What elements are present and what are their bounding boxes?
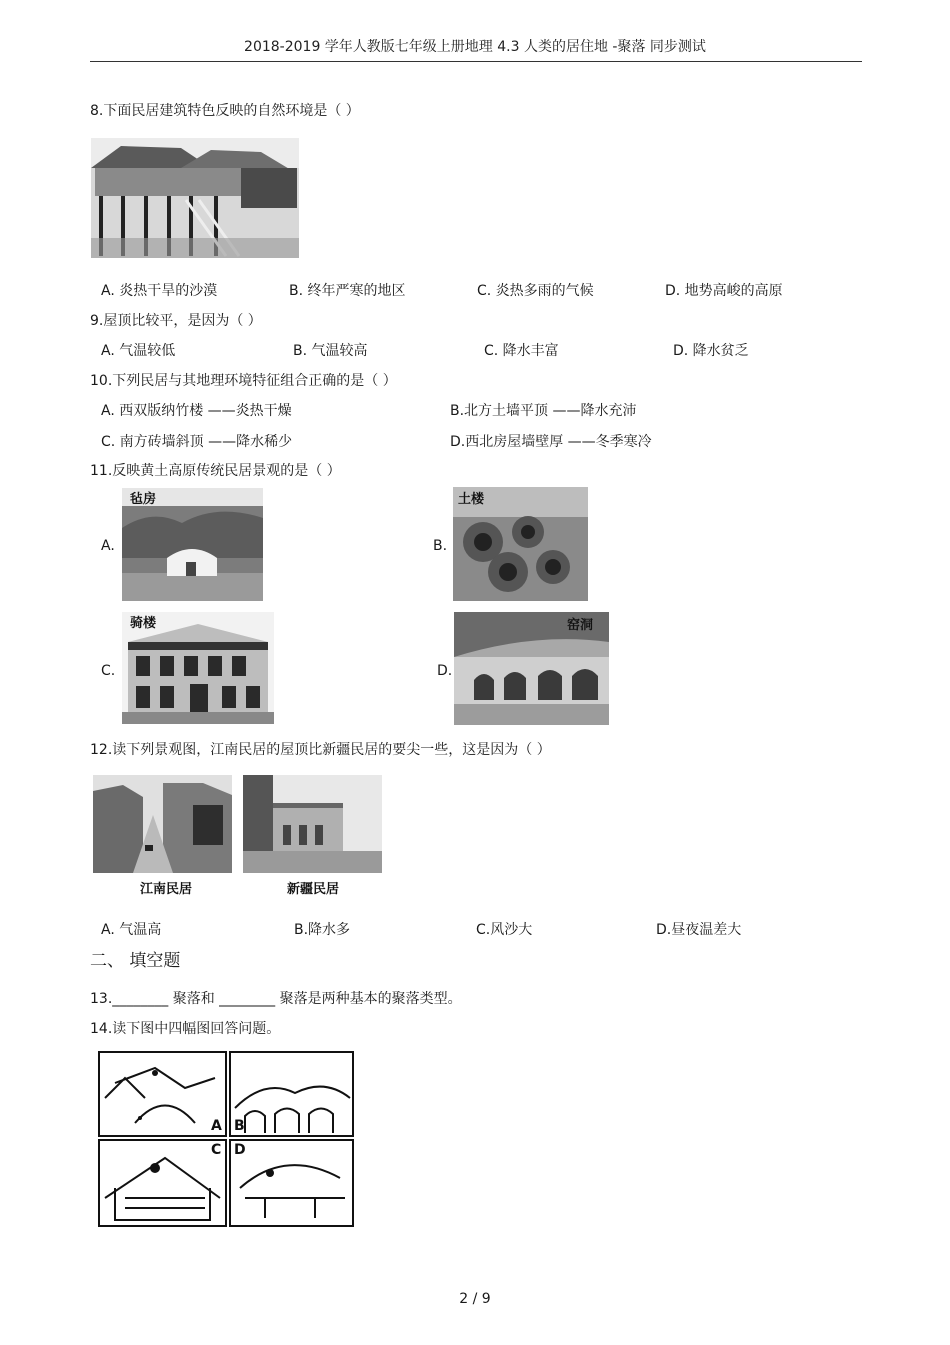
q10-option-a[interactable]: A. 西双版纳竹楼 ——炎热干燥	[101, 403, 292, 419]
q12-option-c[interactable]: C.风沙大	[476, 922, 533, 938]
q12-option-d[interactable]: D.昼夜温差大	[656, 922, 742, 938]
q10-option-c[interactable]: C. 南方砖墙斜顶 ——降水稀少	[101, 434, 293, 450]
q10-option-b[interactable]: B.北方土墙平顶 ——降水充沛	[450, 403, 637, 419]
section-title-fill-in: 二、 填空题	[90, 951, 181, 971]
question-14-stem: 14.读下图中四幅图回答问题。	[90, 1021, 281, 1037]
q14-panel-label-c: C	[211, 1142, 222, 1158]
question-13-stem[interactable]: 13.________ 聚落和 ________ 聚落是两种基本的聚落类型。	[90, 991, 462, 1007]
q11-option-d-label[interactable]: D.	[437, 663, 453, 679]
q11-caption-b: 土楼	[458, 492, 485, 507]
stilt-house-photo	[91, 138, 299, 258]
q11-caption-a: 毡房	[130, 492, 157, 507]
q11-caption-d: 窑洞	[567, 618, 594, 633]
q14-panel-label-a: A	[211, 1118, 222, 1134]
q8-option-a[interactable]: A. 炎热干旱的沙漠	[101, 283, 218, 299]
q14-panel-label-d: D	[234, 1142, 246, 1158]
q12-option-a[interactable]: A. 气温高	[101, 922, 162, 938]
q11-option-c-label[interactable]: C.	[101, 663, 116, 679]
header-divider	[90, 61, 862, 62]
question-10-stem: 10.下列民居与其地理环境特征组合正确的是（ ）	[90, 373, 397, 389]
q11-option-a-label[interactable]: A.	[101, 538, 115, 554]
q12-caption-xinjiang: 新疆民居	[287, 882, 340, 897]
question-8-stem: 8.下面民居建筑特色反映的自然环境是（ ）	[90, 103, 360, 119]
q8-option-c[interactable]: C. 炎热多雨的气候	[477, 283, 594, 299]
xinjiang-house-photo	[243, 775, 382, 873]
q14-panel-label-b: B	[234, 1118, 245, 1134]
q8-option-d[interactable]: D. 地势高峻的高原	[665, 283, 783, 299]
question-11-stem: 11.反映黄土高原传统民居景观的是（ ）	[90, 463, 341, 479]
q11-caption-c: 骑楼	[130, 616, 157, 631]
q9-option-b[interactable]: B. 气温较高	[293, 343, 368, 359]
question-9-stem: 9.屋顶比较平，是因为（ ）	[90, 313, 262, 329]
q11-option-b-label[interactable]: B.	[433, 538, 448, 554]
q12-caption-jiangnan: 江南民居	[140, 882, 193, 897]
q9-option-d[interactable]: D. 降水贫乏	[673, 343, 749, 359]
q10-option-d[interactable]: D.西北房屋墙壁厚 ——冬季寒冷	[450, 434, 652, 450]
page-number: 2 / 9	[459, 1291, 491, 1307]
page-header: 2018-2019 学年人教版七年级上册地理 4.3 人类的居住地 -聚落 同步测试	[244, 39, 706, 55]
four-settlement-sketches	[95, 1048, 357, 1230]
question-12-stem: 12.读下列景观图，江南民居的屋顶比新疆民居的要尖一些，这是因为（ ）	[90, 742, 551, 758]
q8-option-b[interactable]: B. 终年严寒的地区	[289, 283, 406, 299]
q12-option-b[interactable]: B.降水多	[294, 922, 351, 938]
q9-option-a[interactable]: A. 气温较低	[101, 343, 176, 359]
q9-option-c[interactable]: C. 降水丰富	[484, 343, 559, 359]
jiangnan-house-photo	[93, 775, 232, 873]
